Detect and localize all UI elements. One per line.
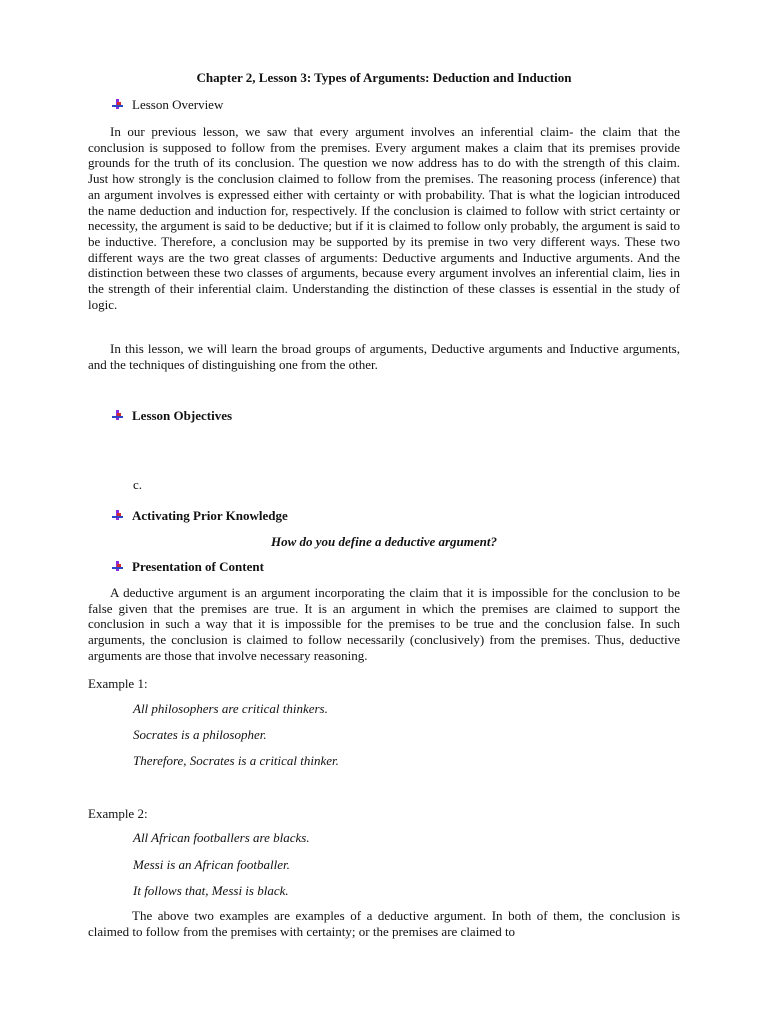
example-1-conclusion: Therefore, Socrates is a critical thinker. [133, 753, 339, 768]
presentation-paragraph: A deductive argument is an argument incorporating the claim that it is impossible for the conclusion to be false given that the premises are true. It is an argument in which the premises are claimed to support the conclusion in such a way that it is impossible for the premises to be true and the conclusion false. In such arguments, the conclusion is claimed to follow necessarily (conclusively) from the premises. Thus, deductive arguments are those that involve necessary reasoning. [88, 585, 680, 663]
guiding-question: How do you define a deductive argument? [270, 534, 498, 549]
lesson-overview-heading [112, 97, 223, 113]
heading-label: Presentation of Content [132, 559, 264, 574]
example-2-premise-2: Messi is an African footballer. [133, 857, 290, 872]
heading-label: Lesson Objectives [132, 408, 233, 423]
presentation-heading [112, 559, 264, 575]
example-2-label: Example 2: [88, 806, 148, 821]
bullet-icon [112, 410, 124, 422]
bullet-icon [112, 561, 124, 573]
overview-paragraph-2: In this lesson, we will learn the broad groups of arguments, Deductive arguments and Inductive arguments, and the techniques of distinguishing one from the other. [88, 341, 680, 372]
closing-paragraph: The above two examples are examples of a deductive argument. In both of them, the conclusion is claimed to follow from the premises with certainty; or the premises are claimed to [88, 908, 680, 939]
example-2-conclusion: It follows that, Messi is black. [133, 883, 289, 898]
objective-item: c. [133, 477, 143, 492]
example-2-premise-1: All African footballers are blacks. [133, 830, 310, 845]
prior-knowledge-heading [112, 508, 288, 524]
heading-label: Lesson Overview [132, 97, 224, 112]
document-title: Chapter 2, Lesson 3: Types of Arguments: Deduction and Induction [196, 70, 572, 85]
example-1-premise-1: All philosophers are critical thinkers. [133, 701, 328, 716]
heading-label: Activating Prior Knowledge [132, 508, 288, 523]
bullet-icon [112, 99, 124, 111]
bullet-icon [112, 510, 124, 522]
example-1-premise-2: Socrates is a philosopher. [133, 727, 267, 742]
example-1-label: Example 1: [88, 676, 148, 691]
overview-paragraph-1: In our previous lesson, we saw that every argument involves an inferential claim- the claim that the conclusion is supposed to follow from the premises. Every argument makes a claim that its premises provide grounds for the truth of its conclusion. The question we now address has to do with the strength of this claim. Just how strongly is the conclusion claimed to follow from the premises. The reasoning process (inference) that an argument involves is expressed either with certainty or with probability. That is what the logician introduced the name deduction and induction for, respectively. If the conclusion is claimed to follow with strict certainty or necessity, the argument is said to be deductive; but if it is claimed to follow only probably, the argument is said to be inductive. Therefore, a conclusion may be supported by its premise in two very different ways. These two different ways are the two great classes of arguments: Deductive arguments and Inductive arguments. And the distinction between these two classes of arguments, because every argument involves an inferential claim, lies in the strength of their inferential claim. Understanding the distinction of these classes is essential in the study of logic. [88, 124, 680, 312]
lesson-objectives-heading [112, 408, 232, 424]
